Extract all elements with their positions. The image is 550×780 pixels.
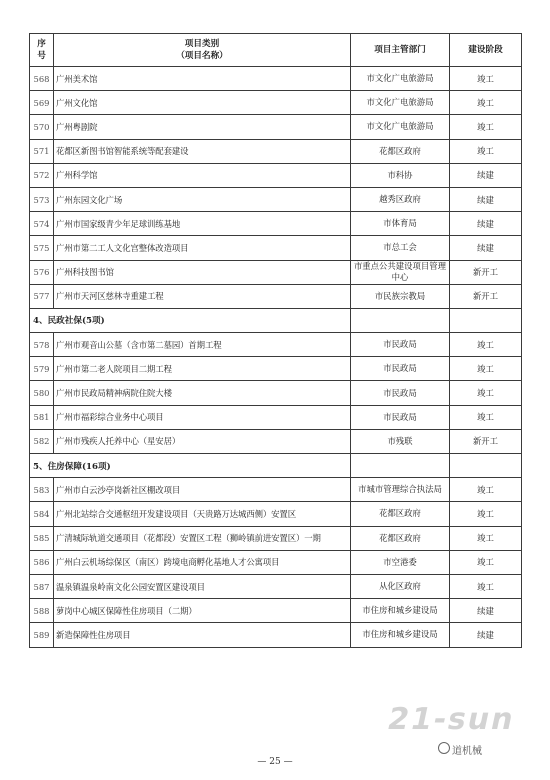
row-stage: 续建 (450, 163, 522, 187)
row-project-name: 广州市第二工人文化宫整体改造项目 (54, 236, 351, 260)
row-stage: 续建 (450, 623, 522, 647)
table-row (30, 187, 522, 211)
watermark-logo (380, 702, 545, 762)
row-department: 市民政局 (351, 333, 450, 357)
row-number: 570 (30, 115, 54, 139)
row-stage: 竣工 (450, 139, 522, 163)
row-number: 585 (30, 526, 54, 550)
row-department: 市民政局 (351, 381, 450, 405)
row-number: 584 (30, 502, 54, 526)
row-project-name: 广州美术馆 (54, 67, 351, 91)
row-project-name: 广州市观音山公墓（含市第二墓园）首期工程 (54, 333, 351, 357)
watermark-text: 21-sun (384, 702, 519, 737)
row-project-name: 广州市天河区慈林寺重建工程 (54, 284, 351, 308)
row-number: 574 (30, 212, 54, 236)
table-row (30, 139, 522, 163)
table-row (30, 236, 522, 260)
row-number: 576 (30, 260, 54, 284)
row-department: 市民政局 (351, 357, 450, 381)
section-empty-cell (450, 308, 522, 332)
row-number: 578 (30, 333, 54, 357)
row-department: 市重点公共建设项目管理中心 (351, 260, 450, 284)
table-row (30, 623, 522, 647)
row-department: 市空港委 (351, 550, 450, 574)
table-row (30, 502, 522, 526)
row-department: 从化区政府 (351, 574, 450, 598)
row-department: 市文化广电旅游局 (351, 67, 450, 91)
section-empty-cell (351, 454, 450, 478)
header-department: 项目主管部门 (351, 34, 450, 67)
row-number: 581 (30, 405, 54, 429)
row-stage: 续建 (450, 187, 522, 211)
row-number: 573 (30, 187, 54, 211)
row-project-name: 广州东园文化广场 (54, 187, 351, 211)
row-stage: 竣工 (450, 405, 522, 429)
page-number: — 25 — (257, 757, 293, 767)
row-project-name: 广州粤剧院 (54, 115, 351, 139)
table-row (30, 574, 522, 598)
row-stage: 竣工 (450, 115, 522, 139)
header-project-name (54, 34, 351, 67)
row-project-name: 广州科技图书馆 (54, 260, 351, 284)
section-title: 5、住房保障(16项) (30, 454, 351, 478)
row-stage: 续建 (450, 599, 522, 623)
row-stage: 竣工 (450, 91, 522, 115)
row-number: 568 (30, 67, 54, 91)
row-department: 花都区政府 (351, 502, 450, 526)
table-row (30, 163, 522, 187)
row-stage: 新开工 (450, 260, 522, 284)
row-project-name: 广州市白云沙亭岗新社区棚改项目 (54, 478, 351, 502)
table-row (30, 284, 522, 308)
row-department: 市民政局 (351, 405, 450, 429)
row-project-name: 广清城际轨道交通项目（花都段）安置区工程（狮岭镇前进安置区）一期 (54, 526, 351, 550)
header-project-category: 项目类别 (184, 39, 220, 49)
section-empty-cell (351, 308, 450, 332)
row-project-name: 广州市国家级青少年足球训练基地 (54, 212, 351, 236)
row-department: 市城市管理综合执法局 (351, 478, 450, 502)
row-department: 市文化广电旅游局 (351, 115, 450, 139)
section-title: 4、民政社保(5项) (30, 308, 351, 332)
row-project-name: 广州北站综合交通枢纽开发建设项目（天贵路万达城西侧）安置区 (54, 502, 351, 526)
row-department: 市民族宗教局 (351, 284, 450, 308)
row-project-name: 广州文化馆 (54, 91, 351, 115)
row-stage: 新开工 (450, 284, 522, 308)
row-department: 市住房和城乡建设局 (351, 623, 450, 647)
header-stage: 建设阶段 (450, 34, 522, 67)
row-department: 花都区政府 (351, 139, 450, 163)
table-row (30, 550, 522, 574)
row-stage: 续建 (450, 212, 522, 236)
row-number: 589 (30, 623, 54, 647)
row-stage: 竣工 (450, 67, 522, 91)
row-stage: 竣工 (450, 333, 522, 357)
wechat-icon (438, 742, 450, 754)
row-number: 571 (30, 139, 54, 163)
table-row (30, 357, 522, 381)
row-stage: 竣工 (450, 574, 522, 598)
row-number: 587 (30, 574, 54, 598)
row-stage: 竣工 (450, 502, 522, 526)
row-project-name: 广州白云机场综保区（南区）跨境电商孵化基地人才公寓项目 (54, 550, 351, 574)
row-department: 市科协 (351, 163, 450, 187)
row-stage: 续建 (450, 236, 522, 260)
row-stage: 竣工 (450, 526, 522, 550)
row-project-name: 广州科学馆 (54, 163, 351, 187)
table-row (30, 212, 522, 236)
row-department: 市住房和城乡建设局 (351, 599, 450, 623)
watermark-caption: 道机械 (452, 746, 482, 757)
table-row (30, 381, 522, 405)
table-row (30, 91, 522, 115)
header-project-name-sub: （项目名称） (176, 51, 228, 61)
row-number: 583 (30, 478, 54, 502)
row-number: 569 (30, 91, 54, 115)
table-header-row (30, 34, 522, 67)
row-number: 588 (30, 599, 54, 623)
table-row (30, 67, 522, 91)
row-department: 市残联 (351, 429, 450, 453)
table-row (30, 429, 522, 453)
row-stage: 竣工 (450, 381, 522, 405)
row-project-name: 广州市福彩综合业务中心项目 (54, 405, 351, 429)
row-project-name: 广州市第二老人院项目二期工程 (54, 357, 351, 381)
row-number: 582 (30, 429, 54, 453)
row-number: 586 (30, 550, 54, 574)
row-number: 575 (30, 236, 54, 260)
row-department: 越秀区政府 (351, 187, 450, 211)
table-row (30, 115, 522, 139)
row-department: 花都区政府 (351, 526, 450, 550)
row-number: 580 (30, 381, 54, 405)
table-row (30, 526, 522, 550)
project-table (29, 33, 522, 648)
table-row (30, 478, 522, 502)
row-project-name: 花都区新图书馆智能系统等配套建设 (54, 139, 351, 163)
row-project-name: 广州市残疾人托养中心（星安居） (54, 429, 351, 453)
table-row (30, 599, 522, 623)
row-department: 市文化广电旅游局 (351, 91, 450, 115)
row-stage: 竣工 (450, 357, 522, 381)
table-row (30, 260, 522, 284)
section-row (30, 454, 522, 478)
row-stage: 新开工 (450, 429, 522, 453)
row-department: 市总工会 (351, 236, 450, 260)
row-department: 市体育局 (351, 212, 450, 236)
header-number: 序号 (30, 34, 54, 67)
row-number: 572 (30, 163, 54, 187)
row-project-name: 新造保障性住房项目 (54, 623, 351, 647)
row-number: 577 (30, 284, 54, 308)
table-row (30, 333, 522, 357)
section-row (30, 308, 522, 332)
row-project-name: 广州市民政局精神病院住院大楼 (54, 381, 351, 405)
row-project-name: 温泉镇温泉岭南文化公园安置区建设项目 (54, 574, 351, 598)
table-row (30, 405, 522, 429)
row-stage: 竣工 (450, 478, 522, 502)
row-stage: 竣工 (450, 550, 522, 574)
row-project-name: 萝岗中心城区保障性住房项目（二期） (54, 599, 351, 623)
section-empty-cell (450, 454, 522, 478)
row-number: 579 (30, 357, 54, 381)
